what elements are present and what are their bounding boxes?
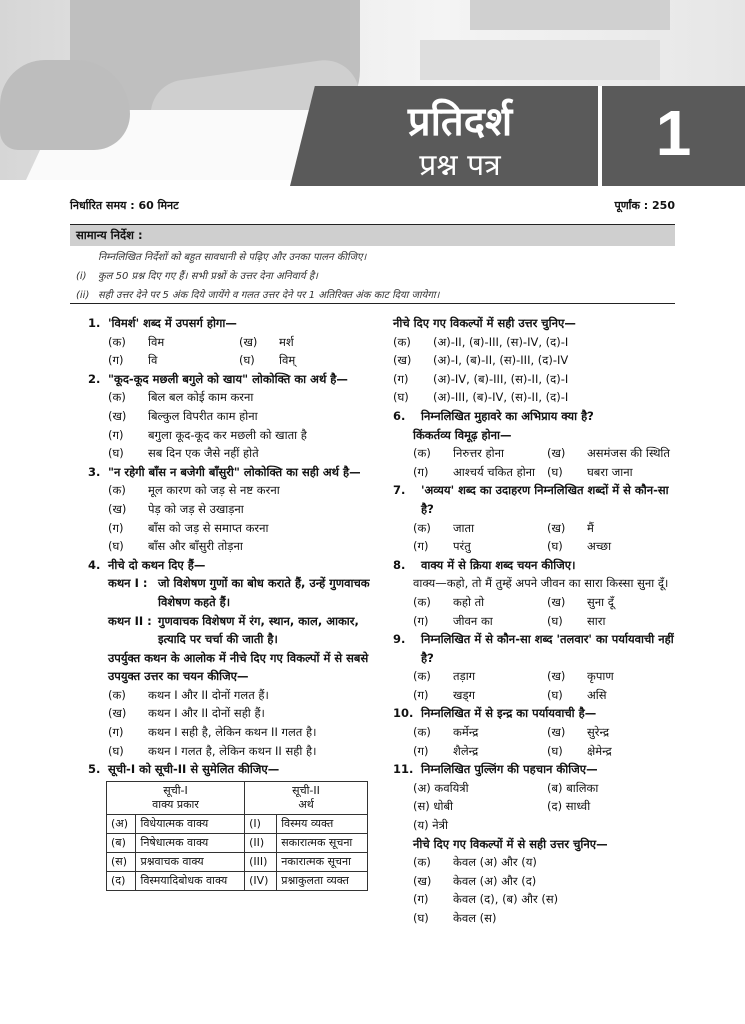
option[interactable]: (क) विम <box>108 334 165 349</box>
option[interactable]: (ख) असमंजस की स्थिति <box>547 446 670 461</box>
options-q10 <box>393 742 681 761</box>
list-item: (अ) कवयित्री <box>413 780 469 795</box>
option[interactable]: (क) केवल (अ) और (य) <box>413 855 537 870</box>
banner-title: प्रतिदर्श <box>407 99 513 145</box>
options-q3 <box>88 481 370 555</box>
option[interactable]: (ख) केवल (अ) और (द) <box>413 873 537 888</box>
option[interactable]: (ख) मैं <box>547 520 594 535</box>
general-instructions <box>70 224 675 304</box>
banner-subtitle: प्रश्न पत्र <box>419 148 501 183</box>
options-q6 <box>393 444 681 463</box>
statements-q4 <box>88 574 370 760</box>
option[interactable]: (ग) जीवन का <box>413 613 493 628</box>
options-q9 <box>393 667 681 686</box>
list-item: (द) साध्वी <box>547 799 591 814</box>
list-1-header: सूची-I वाक्य प्रकार <box>107 781 245 814</box>
option[interactable]: (ग) बगुला कूद-कूद कर मछली को खाता है <box>108 427 307 442</box>
list-item: (य) नेत्री <box>413 818 449 833</box>
options-q7 <box>393 519 681 538</box>
option[interactable]: (ग) कथन I सही है, लेकिन कथन II गलत है। <box>108 725 317 740</box>
option[interactable]: (ग) शैलेन्द्र <box>413 743 479 758</box>
option[interactable]: (घ) केवल (स) <box>413 911 497 925</box>
question-3: 3. "न रहेगी बाँस न बजेगी बाँसुरी" लोकोक्ति का सही अर्थ है— <box>88 464 361 479</box>
question-2: 2. "कूद-कूद मछली बगुले को खाय" लोकोक्ति का अर्थ है— <box>88 371 348 386</box>
q11-items <box>393 797 681 816</box>
option[interactable]: (घ) बाँस और बाँसुरी तोड़ना <box>108 539 243 554</box>
option[interactable]: (घ) क्षेमेन्द्र <box>547 743 612 758</box>
question-1: 1. 'विमर्श' शब्द में उपसर्ग होगा— <box>88 316 237 330</box>
option[interactable]: (ख) पेड़ को जड़ से उखाड़ना <box>108 501 244 516</box>
question-10: 10. निम्नलिखित में से इन्द्र का पर्यायवाची है— <box>393 706 597 721</box>
q11-prompt: नीचे दिए गए विकल्पों में से सही उत्तर चुनिए— <box>413 836 608 851</box>
q11-items <box>393 779 681 798</box>
list-2-header: सूची-II अर्थ <box>245 781 368 814</box>
option[interactable]: (ख) सुना दूँ <box>547 594 614 609</box>
options-q1 <box>88 333 370 352</box>
statement-2: कथन II : गुणवाचक विशेषण में रंग, स्थान, काल, आकार, इत्यादि पर चर्चा की जाती है। <box>108 613 359 647</box>
option[interactable]: (ग) खड्ग <box>413 687 476 702</box>
book-stack-lower <box>420 40 660 80</box>
option[interactable]: (ख) सुरेन्द्र <box>547 725 610 740</box>
option[interactable]: (ग) (अ)-IV, (ब)-III, (स)-II, (द)-I <box>393 371 569 386</box>
book-stack <box>470 0 670 30</box>
options-q5 <box>393 333 681 407</box>
options-q7 <box>393 537 681 556</box>
left-column <box>88 314 370 891</box>
question-4: 4. नीचे दो कथन दिए हैं— <box>88 557 206 572</box>
options-q2 <box>88 388 370 462</box>
table-row: (द) विस्मयादिबोधक वाक्य (IV) प्रश्नाकुलता व्यक्त <box>107 871 368 890</box>
options-q9 <box>393 686 681 705</box>
option[interactable]: (क) कहो तो <box>413 594 485 609</box>
option[interactable]: (ख) कथन I और II दोनों सही हैं। <box>108 706 265 721</box>
option[interactable]: (ख) मर्श <box>239 334 294 349</box>
option[interactable]: (क) निरुत्तर होना <box>413 446 504 461</box>
question-8: 8. वाक्य में से क्रिया शब्द चयन कीजिए। <box>393 557 576 572</box>
q11-items <box>393 816 681 835</box>
question-5: 5. सूची-I को सूची-II से सुमेलित कीजिए— <box>88 762 280 777</box>
option[interactable]: (ख) (अ)-I, (ब)-II, (स)-III, (द)-IV <box>393 353 569 368</box>
question-9: 9. निम्नलिखित में से कौन-सा शब्द 'तलवार' का पर्यायवाची नहीं है? <box>393 632 674 665</box>
q8-sentence: वाक्य—कहो, तो मैं तुम्हें अपने जीवन का सारा किस्सा सुना दूँ। <box>413 576 669 591</box>
option[interactable]: (ग) वि <box>108 353 158 368</box>
q4-prompt: उपर्युक्त कथन के आलोक में नीचे दिए गए विकल्पों में से सबसे उपयुक्त उत्तर का चयन कीजिए— <box>108 650 369 684</box>
question-6: 6. निम्नलिखित मुहावरे का अभिप्राय क्या है? <box>393 408 594 423</box>
match-table <box>106 781 368 891</box>
option[interactable]: (क) कथन I और II दोनों गलत हैं। <box>108 687 269 702</box>
instruction-line: (ii) सही उत्तर देने पर 5 अंक दिये जायेंगे व गलत उत्तर देने पर 1 अतिरिक्त अंक काट दिया जायेगा। <box>76 290 440 301</box>
options-q11 <box>393 853 681 927</box>
list-item: (ब) बालिका <box>547 780 599 795</box>
table-row: (अ) विधेयात्मक वाक्य (I) विस्मय व्यक्त <box>107 814 368 833</box>
option[interactable]: (घ) सब दिन एक जैसे नहीं होते <box>108 446 259 461</box>
table-row: (स) प्रश्नवाचक वाक्य (III) नकारात्मक सूचना <box>107 852 368 871</box>
option[interactable]: (घ) कथन I गलत है, लेकिन कथन II सही है। <box>108 743 317 758</box>
option[interactable]: (घ) असि <box>547 687 607 702</box>
option[interactable]: (ग) परंतु <box>413 539 471 554</box>
option[interactable]: (घ) सारा <box>547 613 606 628</box>
option[interactable]: (क) (अ)-II, (ब)-III, (स)-IV, (द)-I <box>393 334 569 349</box>
right-column <box>393 314 681 928</box>
q5-prompt: नीचे दिए गए विकल्पों में सही उत्तर चुनिए— <box>393 316 576 330</box>
writing-hand <box>0 60 130 150</box>
option[interactable]: (क) बिल बल कोई काम करना <box>108 390 254 405</box>
total-marks: पूर्णांक : 250 <box>614 199 675 212</box>
question-7: 7. 'अव्यय' शब्द का उदाहरण निम्नलिखित शब्दों में से कौन-सा है? <box>393 483 669 516</box>
options-q8 <box>393 593 681 612</box>
time-allowed: निर्धारित समय : 60 मिनट <box>70 199 179 212</box>
table-row: (ब) निषेधात्मक वाक्य (II) सकारात्मक सूचना <box>107 833 368 852</box>
options-q10 <box>393 723 681 742</box>
option[interactable]: (घ) (अ)-III, (ब)-IV, (स)-II, (द)-I <box>393 390 569 405</box>
options-q6 <box>393 463 681 482</box>
option[interactable]: (घ) घबरा जाना <box>547 464 633 479</box>
option[interactable]: (ग) आश्चर्य चकित होना <box>413 464 536 479</box>
option[interactable]: (क) तड़ाग <box>413 669 476 684</box>
instruction-line: (i) कुल 50 प्रश्न दिए गए हैं। सभी प्रश्नों के उत्तर देना अनिवार्य है। <box>76 271 318 282</box>
option[interactable]: (क) जाता <box>413 520 475 535</box>
question-11: 11. निम्नलिखित पुल्लिंग की पहचान कीजिए— <box>393 762 598 777</box>
option[interactable]: (घ) अच्छा <box>547 539 612 554</box>
list-item: (स) धोबी <box>413 799 453 814</box>
option[interactable]: (ग) बाँस को जड़ से समाप्त करना <box>108 520 269 535</box>
option[interactable]: (ख) बिल्कुल विपरीत काम होना <box>108 408 258 423</box>
statement-1: कथन I : जो विशेषण गुणों का बोध कराते हैं, उन्हें गुणवाचक विशेषण कहते हैं। <box>108 576 370 609</box>
q6-idiom: किंकर्तव्य विमूढ़ होना— <box>413 427 512 442</box>
option[interactable]: (क) मूल कारण को जड़ से नष्ट करना <box>108 483 280 498</box>
option[interactable]: (ख) कृपाण <box>547 669 614 684</box>
paper-number: 1 <box>655 97 692 169</box>
instruction-line: निम्नलिखित निर्देशों को बहुत सावधानी से पढ़िए और उनका पालन कीजिए। <box>98 252 367 263</box>
option[interactable]: (घ) विम् <box>239 353 296 368</box>
instructions-heading: सामान्य निर्देश : <box>70 225 675 246</box>
option[interactable]: (क) कर्मेन्द्र <box>413 725 479 740</box>
options-q1 <box>88 351 370 370</box>
options-q8 <box>393 612 681 631</box>
option[interactable]: (ग) केवल (द), (ब) और (स) <box>413 892 559 907</box>
